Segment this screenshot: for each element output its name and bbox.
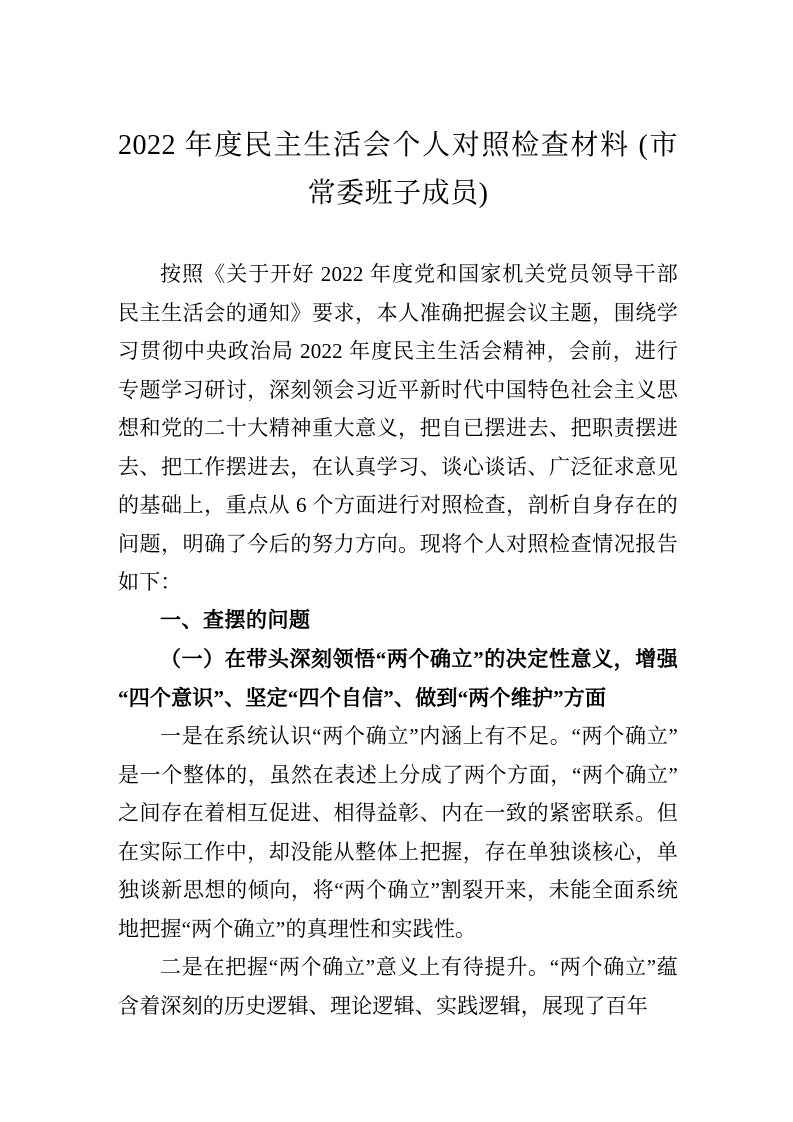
- document-content-area: [118, 0, 678, 1025]
- body-paragraph-intro: 按照《关于开好 2022 年度党和国家机关党员领导干部民主生活会的通知》要求，本人准确把握会议主题，围绕学习贯彻中央政治局 2022 年度民主生活会精神，会前，进行专题学习研讨，深刻领会习近平新时代中国特色社会主义思想和党的二十大精神重大意义，把自已摆进去、把职责摆进去、把工作摆进去，在认真学习、谈心谈话、广泛征求意见的基础上，重点从 6 个方面进行对照检查，剖析自身存在的问题，明确了今后的努力方向。现将个人对照检查情况报告如下：: [118, 262, 678, 594]
- body-paragraph-point-one: 一是在系统认识“两个确立”内涵上有不足。“两个确立”是一个整体的，虽然在表述上分成了两个方面，“两个确立”之间存在着相互促进、相得益彰、内在一致的紧密联系。但在实际工作中，却没能从整体上把握，存在单独谈核心，单独谈新思想的倾向，将“两个确立”割裂开来，未能全面系统地把握“两个确立”的真理性和实践性。: [118, 724, 678, 941]
- section-heading-level-1: 一、查摆的问题: [160, 608, 311, 632]
- body-paragraph-point-two: 二是在把握“两个确立”意义上有待提升。“两个确立”蕴含着深刻的历史逻辑、理论逻辑、实践逻辑，展现了百年: [118, 955, 678, 1018]
- section-heading-level-2: （一）在带头深刻领悟“两个确立”的决定性意义，增强“四个意识”、坚定“四个自信”、做到“两个维护”方面: [118, 647, 678, 710]
- page-title: [118, 0, 678, 218]
- page-title-line-2: 常委班子成员): [307, 178, 489, 209]
- page-title-line-1: 2022 年度民主生活会个人对照检查材料 (市: [118, 130, 678, 161]
